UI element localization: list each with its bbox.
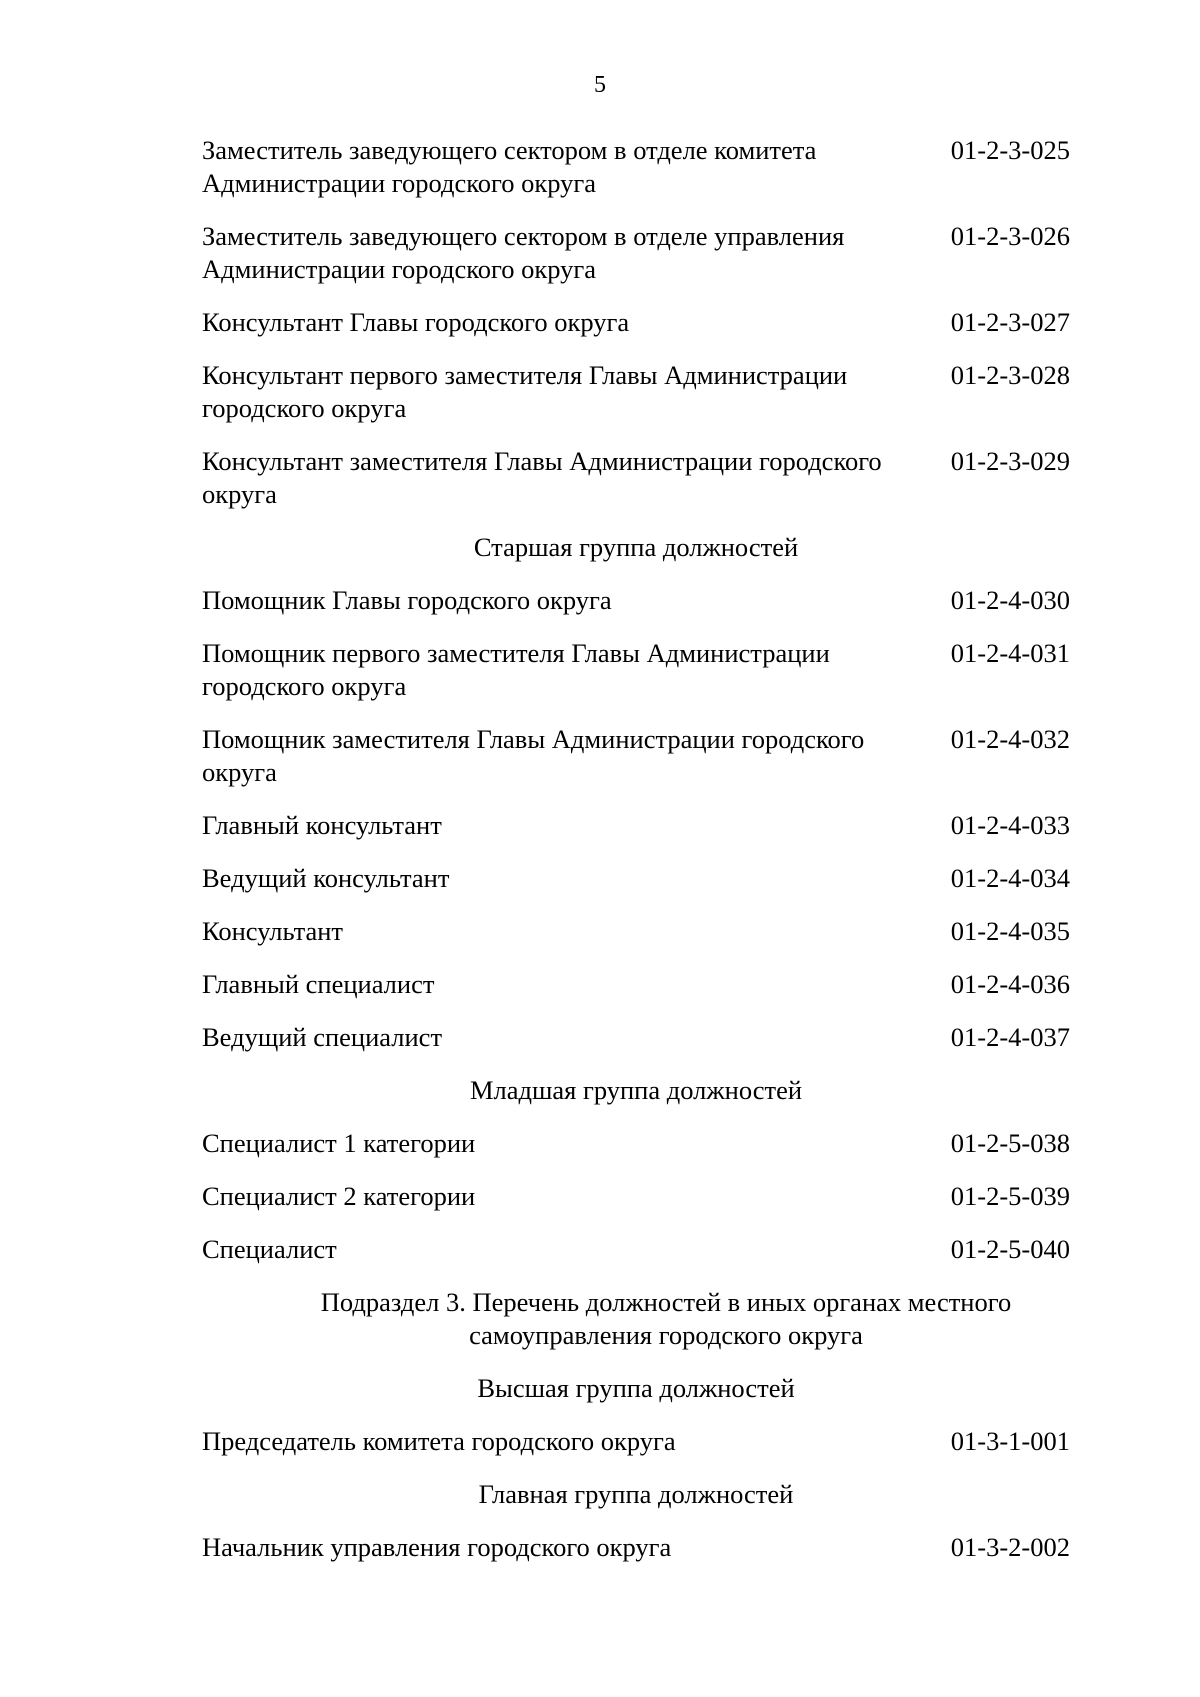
- group-heading: Высшая группа должностей: [477, 1373, 795, 1403]
- position-row: [202, 1021, 1070, 1054]
- position-title: Заместитель заведующего сектором в отделе комитета Администрации городского округа: [202, 135, 817, 198]
- position-title: Специалист: [202, 1234, 337, 1264]
- positions-list: [202, 134, 1070, 1584]
- position-row: [202, 134, 1070, 200]
- position-title: Консультант первого заместителя Главы Администрации городского округа: [202, 360, 848, 423]
- group-heading: Главная группа должностей: [478, 1479, 794, 1509]
- position-code: 01-3-2-002: [950, 1532, 1070, 1562]
- position-code: 01-2-4-035: [950, 916, 1070, 946]
- position-code: 01-2-3-029: [950, 446, 1070, 476]
- position-row: [202, 445, 1070, 511]
- position-row: [202, 1233, 1070, 1266]
- position-title: Помощник заместителя Главы Администрации городского округа: [202, 724, 865, 787]
- position-title: Председатель комитета городского округа: [202, 1426, 676, 1456]
- position-row: [202, 809, 1070, 842]
- position-code: 01-2-3-026: [950, 221, 1070, 251]
- position-title: Консультант Главы городского округа: [202, 307, 630, 337]
- position-row: [202, 306, 1070, 339]
- position-row: [202, 915, 1070, 948]
- position-code: 01-3-1-001: [950, 1426, 1070, 1456]
- group-heading: Младшая группа должностей: [469, 1075, 803, 1105]
- position-row: [202, 1425, 1070, 1458]
- position-row: [202, 359, 1070, 425]
- position-title: Помощник первого заместителя Главы Администрации городского округа: [202, 638, 830, 701]
- position-row: [202, 968, 1070, 1001]
- position-code: 01-2-4-034: [950, 863, 1070, 893]
- position-title: Консультант заместителя Главы Администрации городского округа: [202, 446, 882, 509]
- position-code: 01-2-4-030: [950, 585, 1070, 615]
- position-row: [202, 723, 1070, 789]
- position-row: [202, 584, 1070, 617]
- position-code: 01-2-3-025: [950, 135, 1070, 165]
- position-title: Ведущий специалист: [202, 1022, 443, 1052]
- position-title: Помощник Главы городского округа: [202, 585, 612, 615]
- position-code: 01-2-3-028: [950, 360, 1070, 390]
- position-row: [202, 1180, 1070, 1213]
- position-title: Специалист 1 категории: [202, 1128, 476, 1158]
- position-title: Консультант: [202, 916, 344, 946]
- position-code: 01-2-5-039: [950, 1181, 1070, 1211]
- position-row: [202, 862, 1070, 895]
- position-title: Ведущий консультант: [202, 863, 450, 893]
- position-code: 01-2-3-027: [950, 307, 1070, 337]
- position-row: [202, 220, 1070, 286]
- position-title: Главный консультант: [202, 810, 442, 840]
- position-row: [202, 1127, 1070, 1160]
- subsection-title: Подраздел 3. Перечень должностей в иных органах местного самоуправления городского округа: [320, 1287, 1012, 1350]
- position-code: 01-2-4-033: [950, 810, 1070, 840]
- position-title: Главный специалист: [202, 969, 435, 999]
- position-code: 01-2-4-037: [950, 1022, 1070, 1052]
- position-code: 01-2-5-040: [950, 1234, 1070, 1264]
- position-title: Заместитель заведующего сектором в отделе управления Администрации городского округа: [202, 221, 845, 284]
- position-row: [202, 1531, 1070, 1564]
- position-title: Специалист 2 категории: [202, 1181, 476, 1211]
- position-code: 01-2-5-038: [950, 1128, 1070, 1158]
- page-number: 5: [594, 72, 606, 98]
- position-title: Начальник управления городского округа: [202, 1532, 672, 1562]
- position-code: 01-2-4-032: [950, 724, 1070, 754]
- position-code: 01-2-4-036: [950, 969, 1070, 999]
- group-heading: Старшая группа должностей: [473, 532, 799, 562]
- position-row: [202, 637, 1070, 703]
- position-code: 01-2-4-031: [950, 638, 1070, 668]
